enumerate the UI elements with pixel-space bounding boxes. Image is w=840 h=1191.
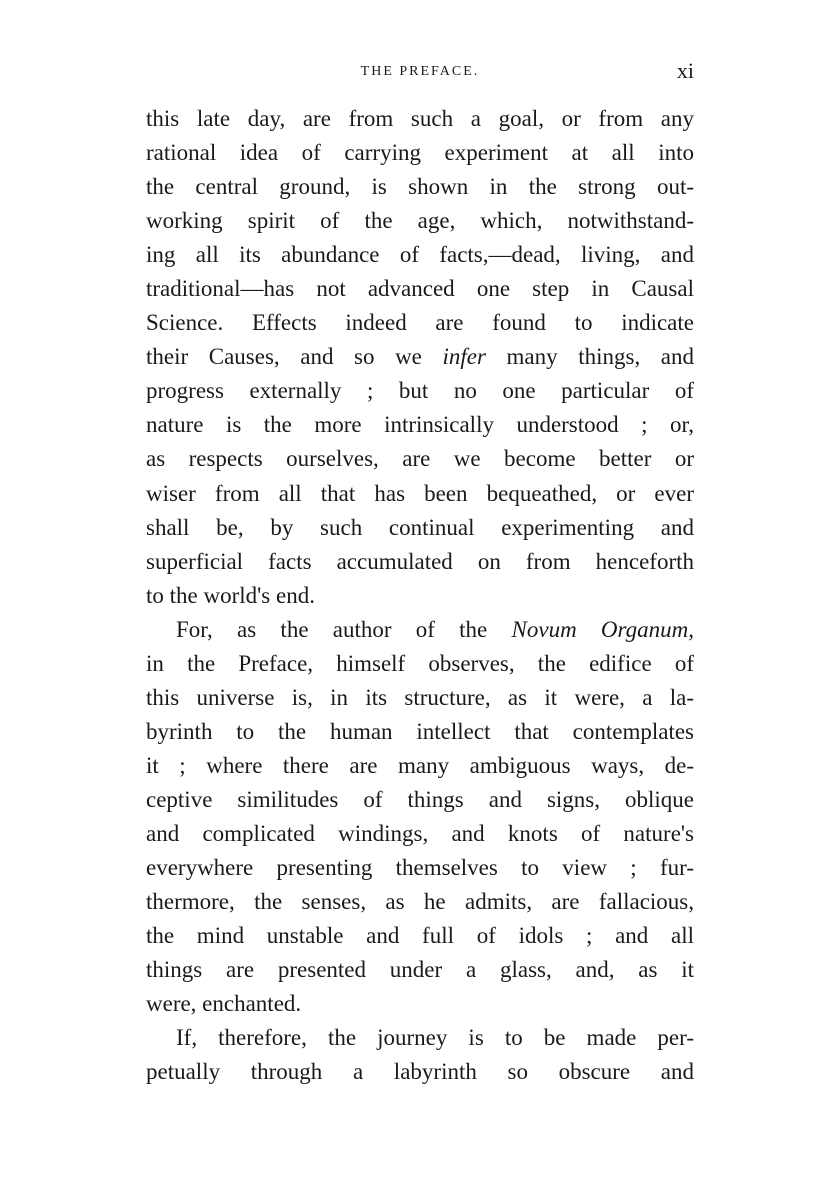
italic-title-novum-organum: Novum Organum, [511, 616, 694, 642]
text-line: working spirit of the age, which, notwithstand- [146, 208, 694, 234]
text-line: wiser from all that has been bequeathed, or ever [146, 480, 694, 506]
body-text [146, 102, 694, 1089]
text-line: as respects ourselves, are we become better or [146, 446, 694, 472]
text-line: this late day, are from such a goal, or from any [146, 106, 694, 131]
text-line: the mind unstable and full of idols ; and all [146, 923, 694, 949]
text-line: were, enchanted. [146, 991, 302, 1017]
italic-word-infer: infer [442, 344, 486, 370]
text-line: If, therefore, the journey is to be made per- [176, 1025, 694, 1051]
text-line [146, 613, 694, 647]
text-line: things are presented under a glass, and, as it [146, 957, 694, 983]
text-line: ing all its abundance of facts,—dead, living, and [146, 242, 694, 268]
text-line: Science. Effects indeed are found to indicate [146, 310, 694, 336]
text-line: it ; where there are many ambiguous ways, de- [146, 752, 694, 778]
text-fragment: For, as the author of the [176, 616, 512, 642]
running-title: THE PREFACE. [360, 64, 480, 79]
text-line: shall be, by such continual experimenting and [146, 514, 694, 540]
text-line: thermore, the senses, as he admits, are fallacious, [146, 889, 694, 915]
running-head [146, 58, 694, 88]
text-line: the central ground, is shown in the strong out- [146, 174, 694, 200]
text-line: petually through a labyrinth so obscure and [146, 1059, 694, 1085]
text-line: nature is the more intrinsically understood ; or, [146, 412, 694, 438]
text-line: in the Preface, himself observes, the edifice of [146, 650, 694, 676]
text-fragment: many things, and [485, 344, 694, 370]
text-line: superficial facts accumulated on from henceforth [146, 548, 694, 574]
text-line: traditional—has not advanced one step in Causal [146, 276, 694, 302]
text-line: byrinth to the human intellect that contemplates [146, 718, 694, 744]
page-number: xi [676, 58, 694, 83]
text-line: everywhere presenting themselves to view ; fur- [146, 855, 694, 881]
text-line: this universe is, in its structure, as it were, a la- [146, 684, 694, 710]
text-line: ceptive similitudes of things and signs, oblique [146, 786, 694, 812]
text-line: and complicated windings, and knots of nature's [146, 820, 694, 846]
text-fragment: their Causes, and so we [146, 344, 443, 370]
text-line: progress externally ; but no one particular of [146, 378, 694, 404]
text-line [146, 340, 694, 374]
text-line: rational idea of carrying experiment at all into [146, 140, 694, 166]
text-line: to the world's end. [146, 582, 315, 608]
